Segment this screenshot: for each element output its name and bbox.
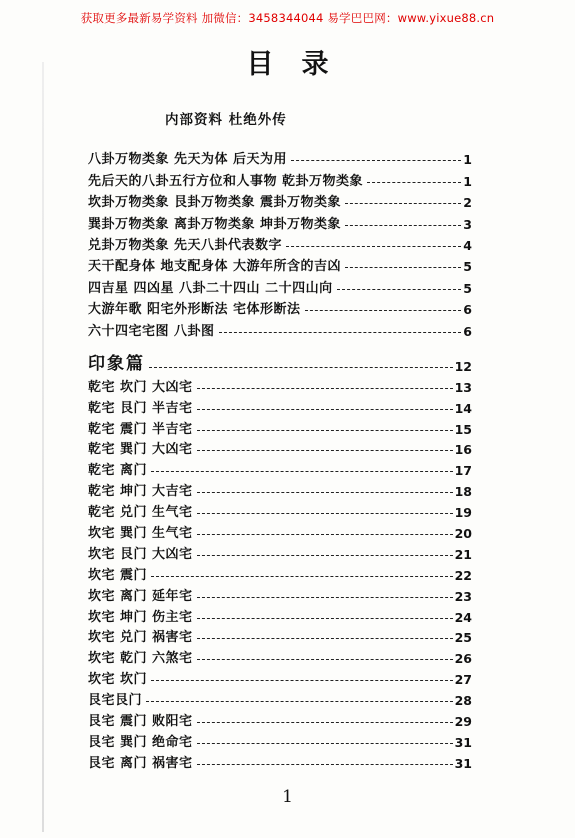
toc-leader: [197, 409, 453, 410]
toc-entry-label: 天干配身体 地支配身体 大游年所含的吉凶: [88, 259, 342, 275]
toc-entry[interactable]: [88, 167, 472, 188]
toc-entry-label: 艮宅 离门 祸害宅: [88, 755, 193, 771]
toc-entry-page: 29: [454, 714, 472, 730]
toc-entry-page: 23: [454, 588, 472, 604]
toc-entry-label: 艮宅 震门 败阳宅: [88, 714, 193, 730]
toc-entry[interactable]: [88, 146, 472, 167]
toc-leader: [197, 492, 453, 493]
toc-entry-page: 2: [463, 195, 472, 211]
toc-section-label: 印象篇: [88, 353, 145, 374]
toc-entry-page: 16: [454, 442, 472, 458]
toc-entry-label: 坎宅 兑门 祸害宅: [88, 630, 193, 646]
toc-entry-label: 艮宅 巽门 绝命宅: [88, 734, 193, 750]
toc-leader: [305, 310, 462, 311]
toc-leader: [197, 450, 453, 451]
toc-entry[interactable]: [88, 666, 472, 687]
toc-entry-label: 乾宅 震门 半吉宅: [88, 421, 193, 437]
toc-entry[interactable]: [88, 499, 472, 520]
toc-entry-label: 巽卦万物类象 离卦万物类象 坤卦万物类象: [88, 216, 342, 232]
toc-entry[interactable]: [88, 437, 472, 458]
toc-entry[interactable]: [88, 583, 472, 604]
toc-leader: [345, 267, 461, 268]
toc-entry[interactable]: [88, 374, 472, 395]
toc-entry[interactable]: [88, 210, 472, 231]
toc-entry[interactable]: [88, 625, 472, 646]
toc-entry-page: 5: [463, 280, 472, 296]
toc-leader: [197, 513, 453, 514]
toc-entry-label: 艮宅艮门: [88, 693, 143, 709]
toc-entry-page: 15: [454, 421, 472, 437]
toc-entry-page: 5: [463, 259, 472, 275]
toc-entry-label: 坎宅 坎门: [88, 672, 148, 688]
toc-entry-page: 25: [454, 630, 472, 646]
toc-entry-label: 坎宅 巽门 生气宅: [88, 526, 193, 542]
toc-leader: [197, 659, 453, 660]
toc-entry-label: 坎卦万物类象 艮卦万物类象 震卦万物类象: [88, 195, 342, 211]
toc-leader: [197, 597, 453, 598]
toc-entry[interactable]: [88, 478, 472, 499]
toc-entry-page: 13: [454, 379, 472, 395]
toc-entry-label: 坎宅 震门: [88, 567, 148, 583]
toc-entry-label: 兑卦万物类象 先天八卦代表数字: [88, 237, 283, 253]
toc-entry-page: 18: [454, 484, 472, 500]
toc-leader: [197, 618, 453, 619]
toc-leader: [345, 203, 461, 204]
toc-entry-page: 31: [454, 734, 472, 750]
toc-entry-page: 31: [454, 755, 472, 771]
toc-entry[interactable]: [88, 189, 472, 210]
toc-entry-page: 22: [454, 567, 472, 583]
toc-leader: [367, 182, 461, 183]
toc-entry-label: 六十四宅宅图 八卦图: [88, 323, 215, 339]
toc-leader: [337, 289, 462, 290]
toc-entry-label: 坎宅 乾门 六煞宅: [88, 651, 193, 667]
toc-leader: [197, 534, 453, 535]
toc-entry-page: 4: [463, 237, 472, 253]
toc-leader: [286, 246, 461, 247]
toc-entry-page: 17: [454, 463, 472, 479]
toc-list-part1: [88, 146, 472, 339]
toc-entry-label: 八卦万物类象 先天为体 后天为用: [88, 152, 288, 168]
toc-entry-page: 6: [463, 323, 472, 339]
toc-leader: [197, 764, 453, 765]
toc-entry-label: 坎宅 艮门 大凶宅: [88, 546, 193, 562]
toc-entry-label: 坎宅 坤门 伤主宅: [88, 609, 193, 625]
toc-entry-page: 20: [454, 526, 472, 542]
toc-entry-label: 乾宅 坎门 大凶宅: [88, 379, 193, 395]
toc-entry-page: 19: [454, 505, 472, 521]
toc-entry[interactable]: [88, 604, 472, 625]
toc-entry-label: 乾宅 艮门 半吉宅: [88, 400, 193, 416]
toc-leader: [197, 722, 453, 723]
toc-entry-page: 28: [454, 693, 472, 709]
toc-entry[interactable]: [88, 645, 472, 666]
toc-entry-label: 乾宅 巽门 大凶宅: [88, 442, 193, 458]
toc-entry-page: 27: [454, 672, 472, 688]
toc-leader: [345, 225, 461, 226]
toc-leader: [149, 367, 453, 368]
toc-entry-label: 先后天的八卦五行方位和人事物 乾卦万物类象: [88, 173, 364, 189]
toc-entry[interactable]: [88, 562, 472, 583]
toc-leader: [151, 680, 453, 681]
watermark-banner: 获取更多最新易学资料 加微信：3458344044 易学巴巴网：www.yixue88.cn: [80, 11, 495, 25]
toc-entry[interactable]: [88, 395, 472, 416]
toc-entry-page: 24: [454, 609, 472, 625]
toc-entry[interactable]: [88, 541, 472, 562]
toc-entry[interactable]: [88, 253, 472, 274]
toc-leader: [291, 160, 461, 161]
toc-entry-label: 大游年歌 阳宅外形断法 宅体形断法: [88, 302, 301, 318]
toc-entry-page: 3: [463, 216, 472, 232]
toc-section-page: 12: [454, 358, 472, 374]
toc-entry[interactable]: [88, 729, 472, 750]
toc-list-part2: [88, 353, 472, 771]
toc-entry-page: 14: [454, 400, 472, 416]
toc-entry-label: 坎宅 离门 延年宅: [88, 588, 193, 604]
toc-leader: [151, 576, 453, 577]
toc-entry[interactable]: [88, 708, 472, 729]
page-edge-shadow: [42, 62, 44, 832]
toc-entry[interactable]: [88, 232, 472, 253]
toc-leader: [146, 701, 453, 702]
toc-leader: [219, 332, 462, 333]
toc-entry[interactable]: [88, 317, 472, 338]
toc-leader: [197, 638, 453, 639]
page-subtitle: 内部资料 杜绝外传: [165, 112, 287, 128]
toc-entry[interactable]: [88, 296, 472, 317]
toc-leader: [197, 743, 453, 744]
toc-entry[interactable]: [88, 750, 472, 771]
toc-leader: [197, 555, 453, 556]
toc-leader: [151, 471, 453, 472]
toc-entry-label: 乾宅 兑门 生气宅: [88, 505, 193, 521]
toc-entry[interactable]: [88, 687, 472, 708]
toc-entry[interactable]: [88, 274, 472, 295]
toc-entry-label: 乾宅 坤门 大吉宅: [88, 484, 193, 500]
toc-entry-page: 1: [463, 173, 472, 189]
toc-entry-page: 26: [454, 651, 472, 667]
toc-section-heading[interactable]: [88, 353, 472, 374]
toc-entry-label: 四吉星 四凶星 八卦二十四山 二十四山向: [88, 280, 333, 296]
toc-entry[interactable]: [88, 416, 472, 437]
page-number: 1: [282, 787, 293, 807]
toc-entry-page: 6: [463, 302, 472, 318]
toc-entry[interactable]: [88, 457, 472, 478]
page-title: 目录: [246, 49, 357, 80]
toc-entry[interactable]: [88, 520, 472, 541]
toc-entry-label: 乾宅 离门: [88, 463, 148, 479]
toc-leader: [197, 430, 453, 431]
toc-entry-page: 21: [454, 546, 472, 562]
toc-entry-page: 1: [463, 152, 472, 168]
toc-leader: [197, 388, 453, 389]
